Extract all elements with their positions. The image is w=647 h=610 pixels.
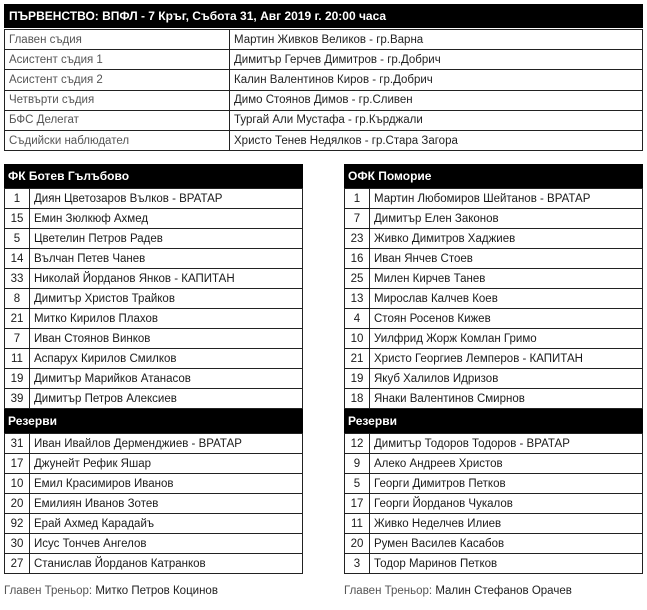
official-name: Калин Валентинов Киров - гр.Добрич (230, 70, 643, 90)
player-number: 17 (5, 454, 30, 474)
official-name: Димо Стоянов Димов - гр.Сливен (230, 90, 643, 110)
player-row (345, 434, 643, 454)
player-name: Алеко Андреев Христов (370, 454, 643, 474)
player-name: Якуб Халилов Идризов (370, 369, 643, 389)
player-name: Аспарух Кирилов Смилков (30, 349, 303, 369)
player-row (345, 189, 643, 209)
player-number: 5 (345, 474, 370, 494)
away-reserves-label: Резерви (344, 409, 643, 433)
player-name: Иван Стоянов Винков (30, 329, 303, 349)
player-row (5, 554, 303, 574)
player-row (5, 269, 303, 289)
player-name: Мартин Любомиров Шейтанов - ВРАТАР (370, 189, 643, 209)
player-name: Христо Георгиев Лемперов - КАПИТАН (370, 349, 643, 369)
away-reserves-table (344, 433, 643, 574)
official-role: Главен съдия (5, 30, 230, 50)
player-number: 31 (5, 434, 30, 454)
player-name: Димитър Петров Алексиев (30, 389, 303, 409)
player-number: 7 (5, 329, 30, 349)
player-name: Иван Ивайлов Дерменджиев - ВРАТАР (30, 434, 303, 454)
away-team-panel (344, 164, 643, 574)
official-row (5, 90, 643, 110)
player-number: 20 (5, 494, 30, 514)
away-team-name: ОФК Поморие (344, 164, 643, 188)
player-number: 1 (5, 189, 30, 209)
player-name: Димитър Елен Законов (370, 209, 643, 229)
player-name: Диян Цветозаров Вълков - ВРАТАР (30, 189, 303, 209)
player-name: Янаки Валентинов Смирнов (370, 389, 643, 409)
player-row (345, 269, 643, 289)
official-role: Асистент съдия 1 (5, 50, 230, 70)
player-number: 15 (5, 209, 30, 229)
player-row (345, 329, 643, 349)
player-name: Румен Василев Касабов (370, 534, 643, 554)
player-row (345, 389, 643, 409)
player-name: Цветелин Петров Радев (30, 229, 303, 249)
player-number: 3 (345, 554, 370, 574)
player-number: 18 (345, 389, 370, 409)
player-name: Митко Кирилов Плахов (30, 309, 303, 329)
player-name: Емилиян Иванов Зотев (30, 494, 303, 514)
player-name: Емил Красимиров Иванов (30, 474, 303, 494)
official-role: Съдийски наблюдател (5, 130, 230, 150)
player-row (345, 534, 643, 554)
player-number: 4 (345, 309, 370, 329)
player-number: 19 (5, 369, 30, 389)
player-row (5, 329, 303, 349)
player-name: Живко Димитров Хаджиев (370, 229, 643, 249)
player-row (345, 289, 643, 309)
player-name: Георги Йорданов Чукалов (370, 494, 643, 514)
match-header (4, 4, 643, 28)
player-number: 5 (5, 229, 30, 249)
player-row (345, 209, 643, 229)
player-name: Станислав Йорданов Катранков (30, 554, 303, 574)
official-row (5, 110, 643, 130)
player-row (345, 514, 643, 534)
player-row (5, 309, 303, 329)
player-number: 17 (345, 494, 370, 514)
player-name: Вълчан Петев Чанев (30, 249, 303, 269)
home-team-name: ФК Ботев Гълъбово (4, 164, 303, 188)
player-name: Милен Кирчев Танев (370, 269, 643, 289)
player-number: 14 (5, 249, 30, 269)
official-role: Асистент съдия 2 (5, 70, 230, 90)
player-number: 23 (345, 229, 370, 249)
home-team-panel (4, 164, 303, 574)
player-name: Иван Янчев Стоев (370, 249, 643, 269)
official-role: Четвърти съдия (5, 90, 230, 110)
player-number: 20 (345, 534, 370, 554)
player-row (5, 229, 303, 249)
player-name: Тодор Маринов Петков (370, 554, 643, 574)
official-role: БФС Делегат (5, 110, 230, 130)
player-row (5, 389, 303, 409)
player-name: Стоян Росенов Кижев (370, 309, 643, 329)
player-row (5, 349, 303, 369)
home-coach-label: Главен Треньор: (4, 585, 93, 597)
away-coach (344, 585, 572, 597)
player-row (5, 534, 303, 554)
player-row (5, 209, 303, 229)
player-name: Димитър Марийков Атанасов (30, 369, 303, 389)
player-name: Георги Димитров Петков (370, 474, 643, 494)
player-row (345, 349, 643, 369)
home-reserves-label: Резерви (4, 409, 303, 433)
player-row (5, 249, 303, 269)
player-number: 12 (345, 434, 370, 454)
official-name: Димитър Герчев Димитров - гр.Добрич (230, 50, 643, 70)
player-row (5, 494, 303, 514)
player-number: 19 (345, 369, 370, 389)
player-row (345, 249, 643, 269)
player-name: Емин Зюлкюф Ахмед (30, 209, 303, 229)
away-starters-table (344, 188, 643, 409)
player-row (5, 369, 303, 389)
player-row (345, 554, 643, 574)
player-number: 9 (345, 454, 370, 474)
official-name: Христо Тенев Недялков - гр.Стара Загора (230, 130, 643, 150)
player-row (345, 229, 643, 249)
officials-table (4, 29, 643, 151)
player-row (345, 454, 643, 474)
player-number: 11 (345, 514, 370, 534)
player-number: 92 (5, 514, 30, 534)
player-name: Димитър Христов Трайков (30, 289, 303, 309)
player-name: Исус Тончев Ангелов (30, 534, 303, 554)
player-number: 13 (345, 289, 370, 309)
player-name: Джунейт Рефик Яшар (30, 454, 303, 474)
player-name: Николай Йорданов Янков - КАПИТАН (30, 269, 303, 289)
player-name: Мирослав Калчев Коев (370, 289, 643, 309)
player-row (5, 514, 303, 534)
player-number: 7 (345, 209, 370, 229)
official-name: Тургай Али Мустафа - гр.Кърджали (230, 110, 643, 130)
player-row (5, 454, 303, 474)
player-number: 21 (345, 349, 370, 369)
player-name: Ерай Ахмед Карадайъ (30, 514, 303, 534)
player-row (345, 474, 643, 494)
player-name: Уилфрид Жорж Комлан Гримо (370, 329, 643, 349)
home-coach (4, 585, 218, 597)
away-coach-name: Малин Стефанов Орачев (435, 585, 572, 597)
official-row (5, 130, 643, 150)
official-row (5, 50, 643, 70)
official-name: Мартин Живков Великов - гр.Варна (230, 30, 643, 50)
official-row (5, 30, 643, 50)
official-row (5, 70, 643, 90)
home-starters-table (4, 188, 303, 409)
away-coach-label: Главен Треньор: (344, 585, 433, 597)
player-number: 16 (345, 249, 370, 269)
home-coach-name: Митко Петров Коцинов (95, 585, 218, 597)
player-row (345, 309, 643, 329)
player-number: 10 (345, 329, 370, 349)
player-number: 25 (345, 269, 370, 289)
player-number: 8 (5, 289, 30, 309)
player-row (345, 494, 643, 514)
player-row (5, 289, 303, 309)
player-number: 39 (5, 389, 30, 409)
player-name: Живко Неделчев Илиев (370, 514, 643, 534)
home-reserves-table (4, 433, 303, 574)
match-title: ПЪРВЕНСТВО: ВПФЛ - 7 Кръг, Събота 31, Авг 2019 г. 20:00 часа (9, 9, 387, 23)
player-number: 1 (345, 189, 370, 209)
player-row (345, 369, 643, 389)
player-number: 21 (5, 309, 30, 329)
player-number: 27 (5, 554, 30, 574)
player-number: 10 (5, 474, 30, 494)
player-number: 30 (5, 534, 30, 554)
player-number: 33 (5, 269, 30, 289)
player-number: 11 (5, 349, 30, 369)
player-row (5, 474, 303, 494)
player-row (5, 434, 303, 454)
player-name: Димитър Тодоров Тодоров - ВРАТАР (370, 434, 643, 454)
player-row (5, 189, 303, 209)
